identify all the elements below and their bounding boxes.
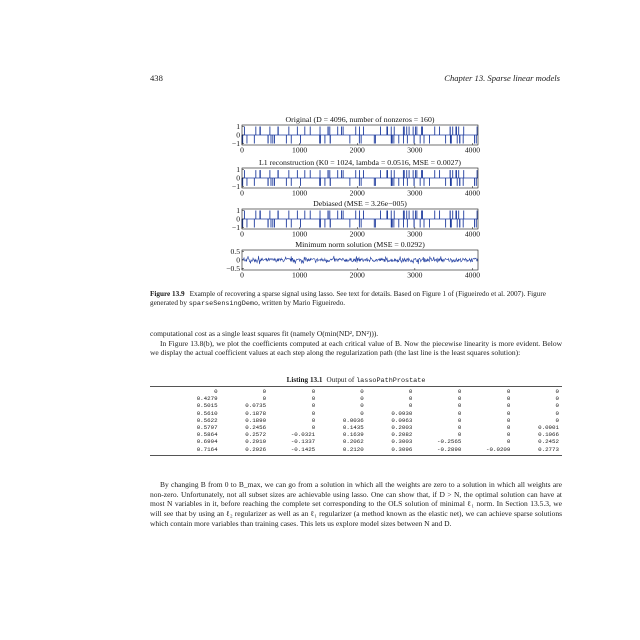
listing-cell: 0 xyxy=(506,438,511,446)
x-tick-label: 0 xyxy=(240,145,244,155)
listing-cell: 0 xyxy=(506,409,511,417)
listing-cell: 0.0036 xyxy=(342,416,364,424)
listing-cell: 0 xyxy=(408,395,413,403)
x-tick-label: 1000 xyxy=(292,270,308,280)
listing-row xyxy=(172,417,562,424)
listing-cell: 0 xyxy=(262,395,267,403)
listing-cell: 0 xyxy=(311,388,316,395)
x-tick-label: 3000 xyxy=(407,270,423,280)
listing-cell: 0.2120 xyxy=(342,445,364,453)
x-tick-label: 2000 xyxy=(349,270,365,280)
listing-cell: 0.3003 xyxy=(391,438,413,446)
listing-cell: 0 xyxy=(311,424,316,432)
listing-output xyxy=(150,386,562,456)
listing-cell: 0.0735 xyxy=(245,402,267,410)
listing-row xyxy=(172,410,562,417)
listing-cell: 0 xyxy=(506,416,511,424)
listing-cell: 0 xyxy=(555,395,559,403)
listing-cell: 0 xyxy=(506,424,511,432)
listing-cell: -0.0321 xyxy=(290,431,316,439)
listing-cell: 0 xyxy=(555,388,559,395)
paragraph-complexity: computational cost as a single least squares fit (namely O(min(ND², DN²))). xyxy=(150,329,379,338)
listing-cell: 0.0963 xyxy=(391,416,413,424)
listing-row xyxy=(172,388,562,395)
listing-cell: 0 xyxy=(506,402,511,410)
figure-13-9 xyxy=(220,112,482,280)
body-text-1 xyxy=(150,329,562,358)
listing-cell: 0 xyxy=(457,424,462,432)
paragraph-bmax: By changing B from 0 to B_max, we can go from a solution in which all the weights are zero to a solution in which all weights are non-zero. Unfortunately, not all subset sizes are achievable using lasso. One can show that, if D > N, the optimal solution can have at most N variables in it, before reaching the complete set corresponding to the OLS solution of minimal ℓ₁ norm. In Section 13.5.3, we will see that by using an ℓ₂ regularizer as well as an ℓ₁ regularizer (a method known as the elastic net), we can achieve sparse solutions which contain more variables than training cases. This lets us explore model sizes between N and D. xyxy=(150,480,562,528)
listing-cell: 0.2926 xyxy=(245,445,267,453)
chapter-title: Chapter 13. Sparse linear models xyxy=(444,73,560,83)
subplot-title: Minimum norm solution (MSE = 0.0292) xyxy=(295,240,425,249)
listing-cell: 0.2572 xyxy=(245,431,267,439)
listing-label: Listing 13.1 xyxy=(286,376,323,384)
x-tick-label: 4000 xyxy=(464,145,481,155)
listing-cell: 0 xyxy=(262,388,267,395)
page-number: 438 xyxy=(150,73,163,83)
x-tick-label: 4000 xyxy=(464,270,481,280)
listing-cell: 0 xyxy=(360,395,364,403)
subplot-1 xyxy=(232,115,480,155)
listing-cell: 0.0901 xyxy=(538,424,559,432)
x-tick-label: 1000 xyxy=(292,229,308,239)
y-tick-label: 1 xyxy=(236,165,240,175)
listing-cell: 0 xyxy=(506,431,511,439)
listing-cell: 0.5015 xyxy=(196,402,218,410)
listing-row xyxy=(172,395,562,402)
listing-cell: -0.1337 xyxy=(290,438,316,446)
listing-cell: 0 xyxy=(457,402,462,410)
x-tick-label: 4000 xyxy=(464,229,481,239)
listing-cell: 0 xyxy=(360,388,364,395)
paragraph-figure-ref: In Figure 13.8(b), we plot the coefficients computed at each critical value of B. Now the piecewise linearity is more evident. Below we display the actual coefficient values at each step along the regularization path (the last line is the least squares solution): xyxy=(150,338,562,358)
signal-trace xyxy=(242,256,478,264)
listing-table xyxy=(172,388,562,453)
listing-cell: -0.2890 xyxy=(436,445,462,453)
x-tick-label: 0 xyxy=(240,188,244,198)
subplot-4 xyxy=(226,240,480,280)
listing-title-code: lassoPathProstate xyxy=(356,377,426,385)
listing-cell: 0 xyxy=(457,409,462,417)
listing-title xyxy=(150,376,562,385)
listing-cell: 0.5797 xyxy=(196,424,218,432)
listing-row xyxy=(172,438,562,445)
y-tick-label: −1 xyxy=(231,223,240,233)
listing-cell: 0 xyxy=(457,431,462,439)
listing-cell: 0 xyxy=(408,402,413,410)
listing-cell: 0 xyxy=(408,388,413,395)
listing-cell: 0 xyxy=(360,409,364,417)
listing-cell: 0.1890 xyxy=(245,416,267,424)
listing-cell: 0.7164 xyxy=(196,445,218,453)
listing-cell: -0.1425 xyxy=(290,445,316,453)
listing-cell: 0.1878 xyxy=(245,409,267,417)
y-tick-label: −1 xyxy=(231,182,240,192)
listing-cell: 0.5622 xyxy=(196,416,218,424)
listing-cell: 0.5864 xyxy=(196,431,218,439)
listing-row xyxy=(172,402,562,409)
listing-cell: 0.0930 xyxy=(391,409,413,417)
listing-cell: 0 xyxy=(506,388,511,395)
listing-cell: 0.2910 xyxy=(245,438,267,446)
x-tick-label: 3000 xyxy=(407,145,423,155)
listing-title-text: Output of xyxy=(326,376,357,384)
listing-cell: 0.2082 xyxy=(391,431,413,439)
listing-cell: 0.2452 xyxy=(538,438,559,446)
listing-cell: 0 xyxy=(506,395,511,403)
x-tick-label: 3000 xyxy=(407,229,423,239)
x-tick-label: 0 xyxy=(240,229,244,239)
y-tick-label: 0 xyxy=(236,130,240,140)
y-tick-label: −0.5 xyxy=(226,264,240,274)
y-tick-label: 0 xyxy=(236,173,240,183)
x-tick-label: 2000 xyxy=(349,188,365,198)
listing-cell: 0.3096 xyxy=(391,445,413,453)
listing-cell: 0 xyxy=(311,395,316,403)
listing-cell: 0 xyxy=(555,409,559,417)
page-header xyxy=(150,73,560,85)
x-tick-label: 2000 xyxy=(349,229,365,239)
listing-cell: 0 xyxy=(311,402,316,410)
listing-row xyxy=(172,431,562,438)
subplot-2 xyxy=(232,158,480,198)
listing-cell: 0.2003 xyxy=(391,424,413,432)
x-tick-label: 3000 xyxy=(407,188,423,198)
listing-cell: 0.4279 xyxy=(196,395,218,403)
y-tick-label: 0 xyxy=(236,255,240,265)
y-tick-label: 0.5 xyxy=(230,247,240,257)
listing-cell: 0.1639 xyxy=(342,431,364,439)
listing-row xyxy=(172,424,562,431)
listing-cell: 0 xyxy=(457,395,462,403)
listing-cell: 0.2062 xyxy=(342,438,364,446)
x-tick-label: 2000 xyxy=(349,145,365,155)
listing-cell: 0 xyxy=(555,402,559,410)
listing-cell: 0 xyxy=(457,388,462,395)
listing-cell: 0 xyxy=(457,416,462,424)
y-tick-label: 1 xyxy=(236,122,240,132)
subplot-title: Debiased (MSE = 3.26e−005) xyxy=(313,199,407,208)
figure-caption xyxy=(150,290,562,309)
y-tick-label: 0 xyxy=(236,214,240,224)
x-tick-label: 0 xyxy=(240,270,244,280)
listing-cell: 0 xyxy=(555,416,559,424)
caption-text-1: Example of recovering a sparse signal using lasso. See text for details. Based on Figure 1 of (Figueiredo et al. 2007). Figure generated by xyxy=(150,290,546,308)
x-tick-label: 1000 xyxy=(292,145,308,155)
y-tick-label: 1 xyxy=(236,206,240,216)
listing-cell: 0 xyxy=(214,388,218,395)
caption-code: sparseSensingDemo xyxy=(188,300,259,309)
listing-cell: 0.2456 xyxy=(245,424,267,432)
listing-cell: 0.1435 xyxy=(342,424,364,432)
listing-cell: 0 xyxy=(311,416,316,424)
x-tick-label: 4000 xyxy=(464,188,481,198)
listing-cell: 0.6994 xyxy=(196,438,218,446)
listing-cell: 0 xyxy=(311,409,316,417)
body-text-2 xyxy=(150,480,562,529)
listing-cell: -0.2565 xyxy=(436,438,462,446)
listing-cell: 0.5610 xyxy=(196,409,218,417)
listing-cell: 0.2773 xyxy=(538,445,559,453)
listing-cell: 0.1066 xyxy=(538,431,559,439)
listing-row xyxy=(172,446,562,453)
x-tick-label: 1000 xyxy=(292,188,308,198)
subplot-title: Original (D = 4096, number of nonzeros = 160) xyxy=(285,115,435,124)
subplot-3 xyxy=(232,199,480,239)
caption-text-2: , written by Mario Figueiredo. xyxy=(258,299,346,308)
listing-cell: -0.0209 xyxy=(486,445,511,453)
listing-cell: 0 xyxy=(360,402,364,410)
subplot-title: L1 reconstruction (K0 = 1024, lambda = 0.0516, MSE = 0.0027) xyxy=(258,158,462,167)
caption-label: Figure 13.9 xyxy=(150,290,185,298)
y-tick-label: −1 xyxy=(231,139,240,149)
